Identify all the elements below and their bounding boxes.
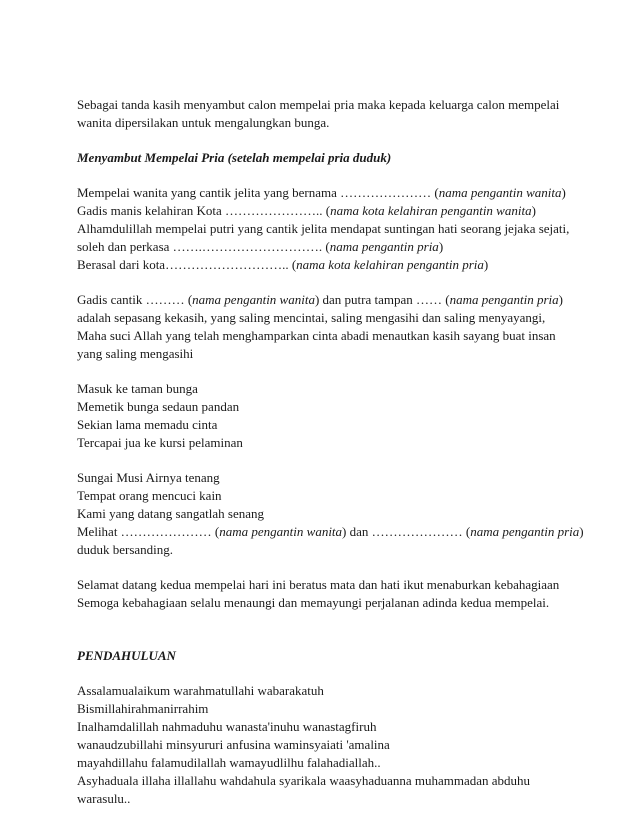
verse-line: Maha suci Allah yang telah menghamparkan cinta abadi menautkan kasih sayang buat insan bbox=[77, 328, 556, 343]
verse-line: Alhamdulillah mempelai putri yang cantik jelita mendapat suntingan hati seorang jejaka sejati, bbox=[77, 221, 570, 236]
opening-line: Assalamualaikum warahmatullahi wabarakatuh bbox=[77, 683, 324, 698]
welcome-line: Selamat datang kedua mempelai hari ini beratus mata dan hati ikut menaburkan kebahagiaan bbox=[77, 577, 560, 592]
intro-paragraph bbox=[77, 96, 577, 132]
pantun-line: Masuk ke taman bunga bbox=[77, 381, 198, 396]
welcome-paragraph bbox=[77, 576, 577, 612]
verse-line: adalah sepasang kekasih, yang saling mencintai, saling mengasihi dan saling menyayangi, bbox=[77, 310, 546, 325]
pantun-1 bbox=[77, 380, 577, 452]
pantun-line: Sungai Musi Airnya tenang bbox=[77, 470, 220, 485]
pantun-line: Sekian lama memadu cinta bbox=[77, 417, 218, 432]
welcome-line: Semoga kebahagiaan selalu menaungi dan memayungi perjalanan adinda kedua mempelai. bbox=[77, 595, 550, 610]
opening-line: mayahdillahu falamudilallah wamayudlilhu falahadiallah.. bbox=[77, 755, 381, 770]
verse-line: Gadis cantik ……… (nama pengantin wanita) dan putra tampan …… (nama pengantin pria) bbox=[77, 292, 564, 307]
opening-line: Inalhamdalillah nahmaduhu wanasta'inuhu wanastagfiruh bbox=[77, 719, 377, 734]
section-heading-menyambut: Menyambut Mempelai Pria (setelah mempelai pria duduk) bbox=[77, 150, 392, 165]
verse-line: Berasal dari kota……………………….. (nama kota kelahiran pengantin pria) bbox=[77, 257, 489, 272]
opening-line: wanaudzubillahi minsyururi anfusina waminsyaiati 'amalina bbox=[77, 737, 390, 752]
pantun-line: Melihat ………………… (nama pengantin wanita) dan ………………… (nama pengantin pria) bbox=[77, 524, 584, 539]
verse-line: Mempelai wanita yang cantik jelita yang bernama ………………… (nama pengantin wanita) bbox=[77, 185, 566, 200]
pantun-line: Tempat orang mencuci kain bbox=[77, 488, 222, 503]
section-heading-pendahuluan: PENDAHULUAN bbox=[77, 648, 176, 663]
opening-line: Asyhaduala illaha illallahu wahdahula syarikala waasyhaduanna muhammadan abduhu bbox=[77, 773, 531, 788]
verse-paragraph-2 bbox=[77, 291, 577, 363]
opening-line: Bismillahirahmanirrahim bbox=[77, 701, 209, 716]
verse-paragraph-1 bbox=[77, 184, 577, 274]
document-body bbox=[77, 96, 584, 808]
intro-line: wanita dipersilakan untuk mengalungkan bunga. bbox=[77, 115, 330, 130]
opening-paragraph bbox=[77, 682, 577, 808]
pantun-2 bbox=[77, 469, 584, 559]
opening-line: warasulu.. bbox=[77, 791, 131, 806]
pantun-line: Tercapai jua ke kursi pelaminan bbox=[77, 435, 243, 450]
intro-line: Sebagai tanda kasih menyambut calon mempelai pria maka kepada keluarga calon mempelai bbox=[77, 97, 560, 112]
pantun-line: duduk bersanding. bbox=[77, 542, 174, 557]
pantun-line: Kami yang datang sangatlah senang bbox=[77, 506, 264, 521]
pantun-line: Memetik bunga sedaun pandan bbox=[77, 399, 240, 414]
verse-line: yang saling mengasihi bbox=[77, 346, 194, 361]
verse-line: Gadis manis kelahiran Kota ………………….. (nama kota kelahiran pengantin wanita) bbox=[77, 203, 536, 218]
verse-line: soleh dan perkasa …….………………………. (nama pengantin pria) bbox=[77, 239, 444, 254]
